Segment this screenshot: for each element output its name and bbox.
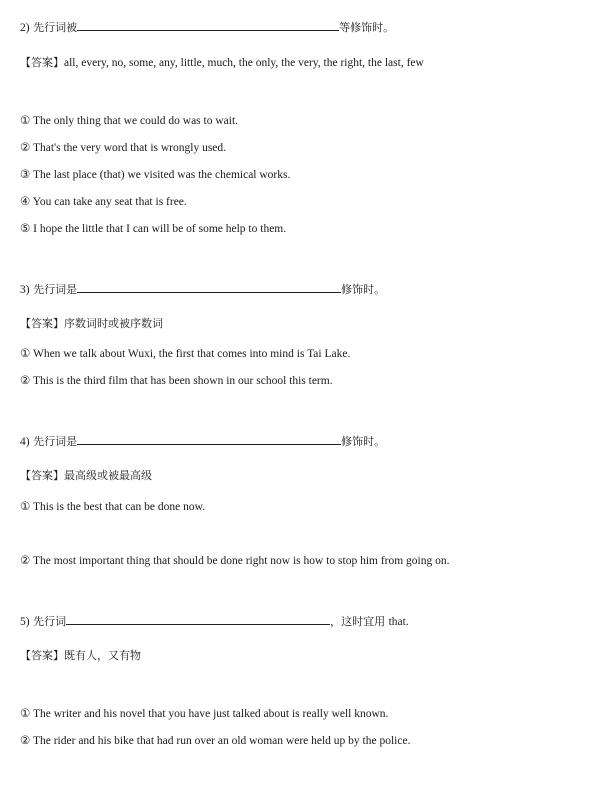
- question-prefix: 先行词是: [33, 435, 78, 448]
- question-prefix: 先行词: [33, 615, 67, 628]
- answer-3: [20, 316, 163, 332]
- question-suffix: 修饰时。: [341, 435, 386, 448]
- question-number: 2): [20, 22, 30, 34]
- question-suffix: 修饰时。: [341, 283, 386, 296]
- example-4-1: ① This is the best that can be done now.: [20, 501, 206, 513]
- answer-blank: [77, 18, 339, 31]
- question-5: [20, 612, 409, 630]
- example-4-2: ② The most important thing that should be done right now is how to stop him from going on.: [20, 555, 450, 567]
- question-number: 5): [20, 616, 30, 628]
- answer-blank: [66, 612, 330, 625]
- example-2-3: ③ The last place (that) we visited was the chemical works.: [20, 169, 291, 181]
- example-2-4: ④ You can take any seat that is free.: [20, 196, 187, 208]
- question-prefix: 先行词被: [33, 21, 78, 34]
- answer-5: [20, 648, 141, 664]
- question-prefix: 先行词是: [33, 283, 78, 296]
- example-2-2: ② That's the very word that is wrongly used.: [20, 142, 227, 154]
- answer-text: 既有人，又有物: [64, 649, 141, 662]
- answer-text: 序数词时或被序数词: [64, 317, 163, 330]
- question-2: [20, 18, 394, 36]
- example-3-1: ① When we talk about Wuxi, the first that comes into mind is Tai Lake.: [20, 348, 351, 360]
- question-suffix: 等修饰时。: [339, 21, 395, 34]
- answer-text: 最高级或被最高级: [64, 469, 152, 482]
- answer-tag: 【答案】: [20, 649, 64, 662]
- example-5-2: ② The rider and his bike that had run over an old woman were held up by the police.: [20, 735, 411, 747]
- answer-blank: [77, 432, 341, 445]
- answer-2: [20, 55, 424, 71]
- question-3: [20, 280, 385, 298]
- answer-tag: 【答案】: [20, 469, 64, 482]
- example-2-5: ⑤ I hope the little that I can will be of some help to them.: [20, 223, 287, 235]
- example-2-1: ① The only thing that we could do was to wait.: [20, 115, 239, 127]
- question-suffix: ，这时宜用: [330, 615, 386, 628]
- example-5-1: ① The writer and his novel that you have just talked about is really well known.: [20, 708, 389, 720]
- answer-tag: 【答案】: [20, 56, 64, 69]
- answer-text: all, every, no, some, any, little, much, the only, the very, the right, the last, few: [64, 57, 424, 69]
- example-3-2: ② This is the third film that has been shown in our school this term.: [20, 375, 333, 387]
- question-number: 3): [20, 284, 30, 296]
- answer-blank: [77, 280, 341, 293]
- question-suffix-en: that.: [388, 616, 409, 628]
- answer-tag: 【答案】: [20, 317, 64, 330]
- question-number: 4): [20, 436, 30, 448]
- question-4: [20, 432, 385, 450]
- answer-4: [20, 468, 152, 484]
